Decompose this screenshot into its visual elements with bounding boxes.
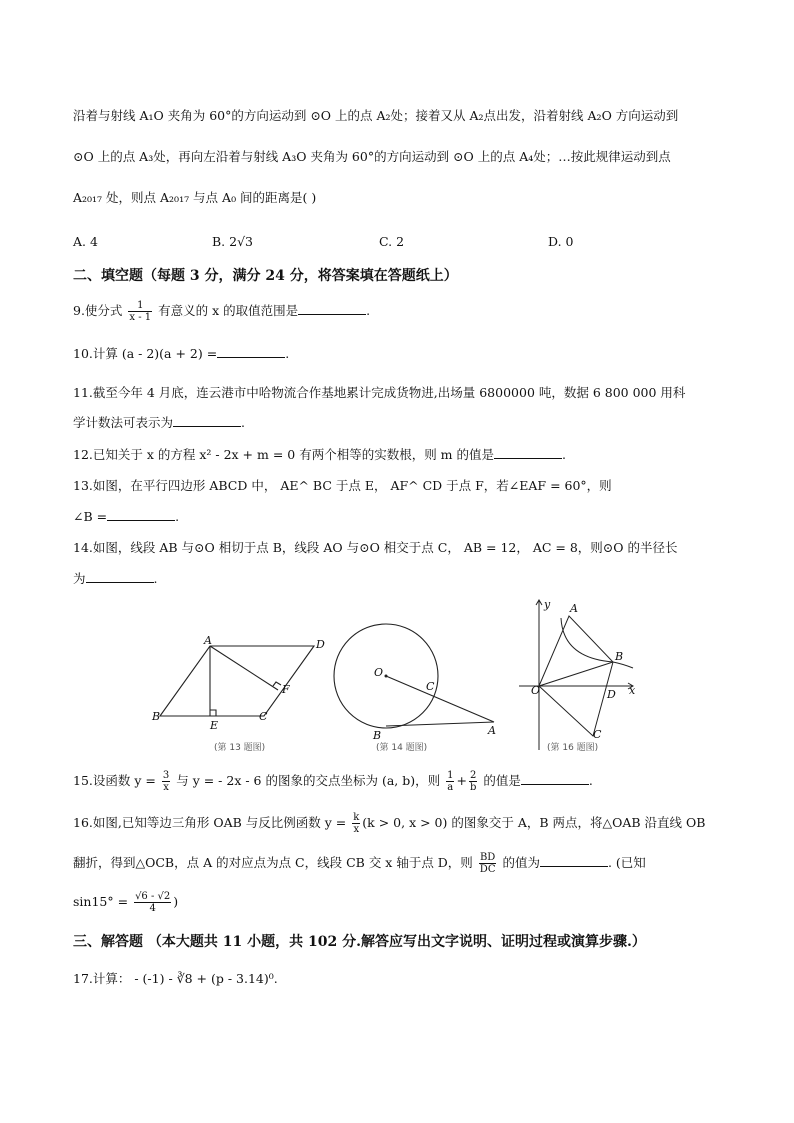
q16-text-mid: (k > 0, x > 0) 的图象交于 A，B 两点，将△OAB 沿直线 OB (362, 815, 706, 830)
section-2-heading: 二、填空题（每题 3 分，满分 24 分，将答案填在答题纸上） (73, 268, 458, 284)
q15-num-2: 1 (447, 770, 454, 781)
label-o: O (374, 666, 384, 679)
question-9 (73, 300, 370, 323)
q12-text: 12.已知关于 x 的方程 x² - 2x + m = 0 有两个相等的实数根，则 m 的值是 (73, 447, 495, 462)
q13-text: ∠B = (73, 509, 108, 524)
q8-line-3: A₂₀₁₇ 处，则点 A₂₀₁₇ 与点 A₀ 间的距离是( ) (73, 190, 317, 205)
q10-answer-blank (217, 345, 285, 358)
q15-den-3: b (469, 782, 477, 793)
q14-end: . (153, 571, 158, 586)
q15-den-1: x (163, 782, 169, 793)
label-a: A (204, 634, 212, 647)
parallelogram-abcd (160, 646, 314, 716)
question-10 (73, 345, 289, 363)
q13-end: . (175, 509, 180, 524)
question-15 (73, 770, 593, 793)
label-d: D (607, 688, 616, 701)
q15-text: 15.设函数 y = (73, 773, 156, 788)
q16-den-3: 4 (149, 903, 156, 914)
q16-line-3 (73, 891, 178, 914)
q16-den-1: x (353, 824, 360, 835)
q14-line-1: 14.如图，线段 AB 与⊙O 相切于点 B，线段 AO 与⊙O 相交于点 C， AB = 12， AC = 8，则⊙O 的半径长 (73, 540, 678, 555)
q8-option-b: B. 2√3 (212, 234, 254, 249)
q16-line-2 (73, 852, 646, 875)
q16-fraction-3 (134, 891, 171, 914)
q8-line-2: ⊙O 上的点 A₃处，再向左沿着与射线 A₃O 夹角为 60°的方向运动到 ⊙O 上的点 A₄处；…按此规律运动到点 (73, 149, 671, 164)
q9-numerator: 1 (128, 300, 152, 312)
question-17: 17.计算： - (-1) - ∛8 + (p - 3.14)⁰. (73, 971, 278, 986)
q16-text-3-post: ) (173, 894, 179, 909)
q15-den-2: a (447, 782, 454, 793)
q16-text: 16.如图,已知等边三角形 OAB 与反比例函数 y = (73, 815, 347, 830)
q14-text: 为 (73, 571, 86, 586)
section-3-heading: 三、解答题 （本大题共 11 小题，共 102 分.解答应写出文字说明、证明过程或演算步骤.） (73, 934, 646, 950)
q16-num-3: √6 - √2 (135, 891, 171, 902)
figure-16-caption: (第 16 题图) (547, 743, 599, 753)
q13-answer-blank (107, 508, 175, 521)
segment-ao (386, 676, 494, 722)
segment-ab (386, 722, 494, 726)
q15-end: . (588, 773, 593, 788)
q13-line-1: 13.如图，在平行四边形 ABCD 中， AE^ BC 于点 E， AF^ CD 于点 F，若∠EAF = 60°，则 (73, 478, 612, 493)
segment-af (210, 646, 278, 690)
q10-end: . (285, 346, 290, 361)
label-c: C (426, 680, 435, 693)
q15-plus: + (456, 773, 467, 788)
q16-fraction-2 (479, 852, 497, 875)
label-c: C (593, 728, 602, 741)
q8-option-d: D. 0 (548, 234, 574, 249)
q14-line-2 (73, 570, 158, 588)
label-f: F (282, 683, 290, 696)
q9-text: 9.使分式 (73, 303, 123, 318)
q16-text-2-end: . (已知 (607, 855, 646, 870)
q16-text-2: 翻折，得到△OCB，点 A 的对应点为点 C，线段 CB 交 x 轴于点 D，则 (73, 855, 473, 870)
triangle-ocb (539, 662, 613, 736)
q9-fraction (128, 300, 152, 323)
label-a: A (488, 724, 496, 737)
label-o: O (531, 684, 541, 697)
label-b: B (615, 650, 624, 663)
q15-text-post: 的值是 (483, 773, 521, 788)
figure-13 (152, 598, 325, 758)
figure-14 (328, 598, 503, 758)
q15-num-3: 2 (469, 770, 477, 781)
q15-fraction-1 (162, 770, 170, 793)
label-e: E (210, 719, 219, 732)
q9-denominator: x - 1 (129, 312, 152, 323)
q8-option-a: A. 4 (73, 234, 98, 249)
q16-num-1: k (353, 812, 360, 823)
label-x: x (629, 684, 636, 697)
q11-line-2 (73, 414, 245, 432)
q8-line-1: 沿着与射线 A₁O 夹角为 60°的方向运动到 ⊙O 上的点 A₂处；接着又从 A₂点出发，沿着射线 A₂O 方向运动到 (73, 108, 679, 123)
q16-text-3: sin15° = (73, 894, 129, 909)
triangle-oab (539, 616, 613, 686)
center-dot (385, 675, 388, 678)
figure-16 (515, 598, 640, 758)
q12-end: . (562, 447, 566, 462)
q13-line-2 (73, 508, 179, 526)
q11-line-1: 11.截至今年 4 月底，连云港市中哈物流合作基地累计完成货物进,出场量 6800000 吨，数据 6 800 000 用科 (73, 385, 686, 400)
q15-num-1: 3 (162, 770, 170, 781)
q14-answer-blank (86, 570, 154, 583)
right-angle-e (210, 710, 216, 716)
q8-option-c: C. 2 (379, 234, 405, 249)
q10-text: 10.计算 (a - 2)(a + 2) = (73, 346, 218, 361)
q16-num-2: BD (479, 852, 496, 863)
label-d: D (316, 638, 325, 651)
figure-14-caption: (第 14 题图) (376, 743, 428, 753)
q9-end: . (366, 303, 371, 318)
q11-text: 学计数法可表示为 (73, 415, 174, 430)
label-c: C (259, 710, 268, 723)
q11-end: . (241, 415, 245, 430)
q15-fraction-3 (469, 770, 477, 793)
label-a: A (570, 602, 578, 615)
q11-answer-blank (173, 414, 241, 427)
q16-fraction-1 (352, 812, 360, 835)
q9-text-post: 有意义的 x 的取值范围是 (158, 303, 299, 318)
label-b: B (373, 729, 382, 742)
q16-line-1 (73, 812, 705, 835)
label-y: y (544, 598, 551, 611)
q16-answer-blank (540, 854, 608, 867)
question-12 (73, 446, 566, 464)
q15-answer-blank (521, 772, 589, 785)
figure-13-caption: (第 13 题图) (214, 743, 266, 753)
right-angle-f (273, 682, 281, 686)
q16-den-2: DC (479, 864, 496, 875)
q9-answer-blank (298, 302, 366, 315)
q15-text-mid: 与 y = - 2x - 6 的图象的交点坐标为 (a, b)，则 (176, 773, 441, 788)
q16-text-2-post: 的值为 (502, 855, 540, 870)
q15-fraction-2 (446, 770, 454, 793)
q12-answer-blank (494, 446, 562, 459)
label-b: B (152, 710, 161, 723)
